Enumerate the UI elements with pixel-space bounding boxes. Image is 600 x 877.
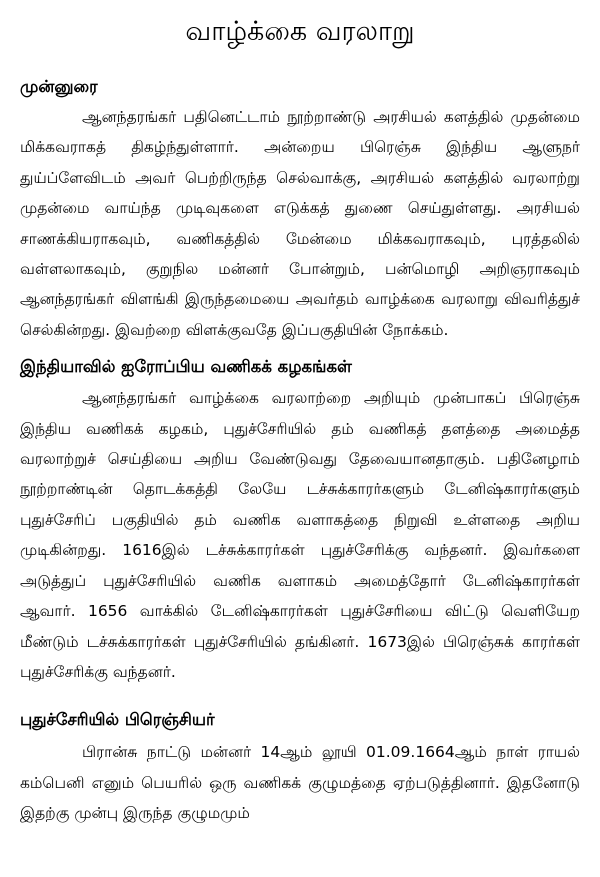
section-paragraph-introduction: ஆனந்தரங்கர் பதினெட்டாம் நூற்றாண்டு அரசியல் களத்தில் முதன்மை மிக்கவராகத் திகழ்ந்துள்ளார். அன்றைய பிரெஞ்சு இந்திய ஆளுநர் துய்ப்ளேவிடம் அவர் பெற்றிருந்த செல்வாக்கு, அரசியல் களத்தில் வரலாற்று முதன்மை வாய்ந்த முடிவுகளை எடுக்கத் துணை செய்துள்ளது. அரசியல் சாணக்கியராகவும், வணிகத்தில் மேன்மை மிக்கவராகவும், புரத்தலில் வள்ளலாகவும், குறுநில மன்னர் போன்றும், பன்மொழி அறிஞராகவும் ஆனந்தரங்கர் விளங்கி இருந்தமையை அவர்தம் வாழ்க்கை வரலாறு விவரித்துச் செல்கின்றது. இவற்றை விளக்குவதே இப்பகுதியின் நோக்கம். (20, 108, 580, 339)
section-heading-european-trading-companies: இந்தியாவில் ஐரோப்பிய வணிகக் கழகங்கள் (20, 357, 352, 377)
section-heading-french-in-puducherry: புதுச்சேரியில் பிரெஞ்சியர் (20, 710, 215, 730)
section-heading-introduction: முன்னுரை (20, 77, 98, 96)
page-title: வாழ்க்கை வரலாறு (185, 16, 415, 47)
section-paragraph-european-trading-companies: ஆனந்தரங்கர் வாழ்க்கை வரலாற்றை அறியும் முன்பாகப் பிரெஞ்சு இந்திய வணிகக் கழகம், புதுச்சேரியில் தம் வணிகத் தளத்தை அமைத்த வரலாற்றுச் செய்தியை அறிய வேண்டுவது தேவையானதாகும். பதினேழாம் நூற்றாண்டின் தொடக்கத்தி லேயே டச்சுக்காரர்களும் டேனிஷ்காரர்களும் புதுச்சேரிப் பகுதியில் தம் வணிக வளாகத்தை நிறுவி உள்ளதை அறிய முடிகின்றது. 1616இல் டச்சுக்காரர்கள் புதுச்சேரிக்கு வந்தனர். இவர்களை அடுத்துப் புதுச்சேரியில் வணிக வளாகம் அமைத்தோர் டேனிஷ்காரர்கள் ஆவார். 1656 வாக்கில் டேனிஷ்காரர்கள் புதுச்சேரியை விட்டு வெளியேற மீண்டும் டச்சுக்காரர்கள் புதுச்சேரியில் தங்கினர். 1673இல் பிரெஞ்சுக் காரர்கள் புதுச்சேரிக்கு வந்தனர். (20, 389, 580, 681)
section-paragraph-french-in-puducherry: பிரான்சு நாட்டு மன்னர் 14ஆம் லூயி 01.09.1664ஆம் நாள் ராயல் கம்பெனி எனும் பெயரில் ஒரு வணிகக் குழுமத்தை ஏற்படுத்தினார். இதனோடு இதற்கு முன்பு இருந்த குழுமமும் (20, 743, 580, 823)
